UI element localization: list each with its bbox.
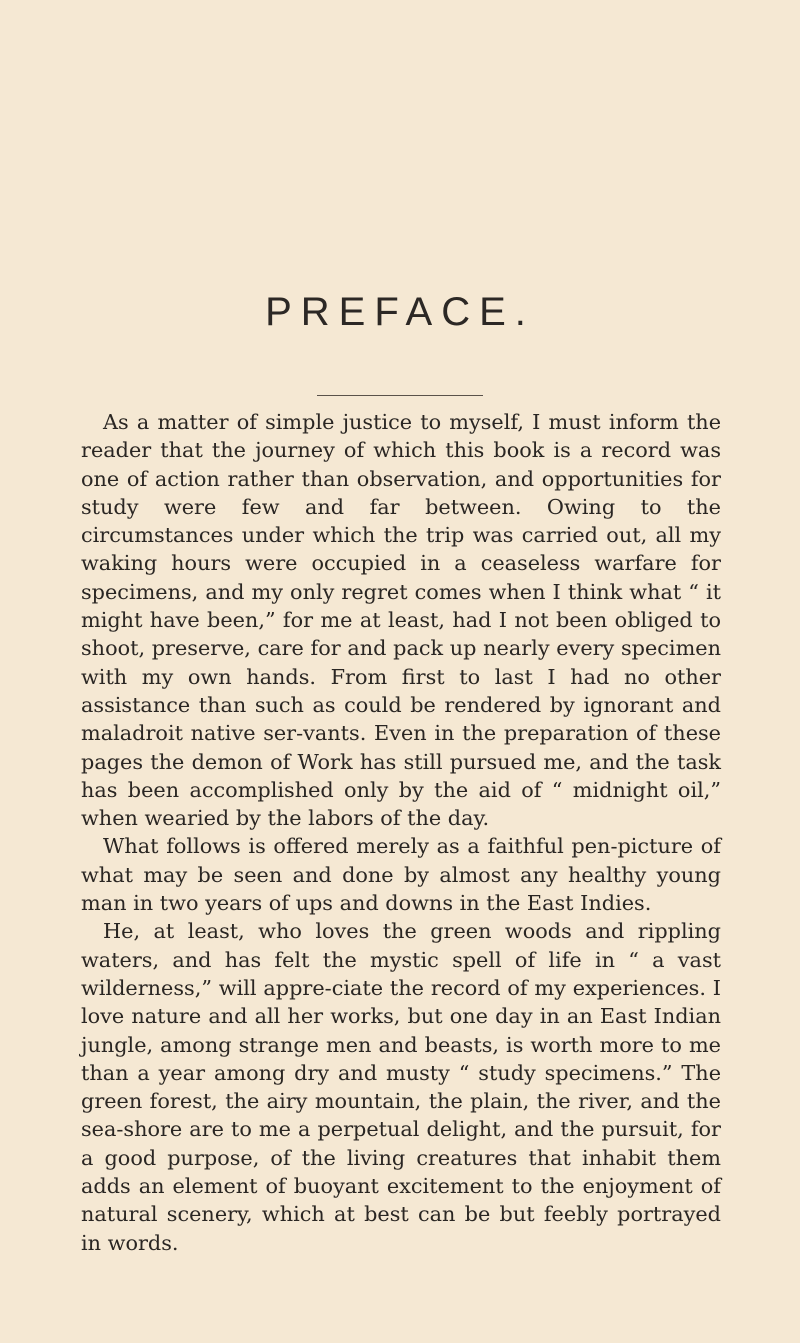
paragraph-1: As a matter of simple justice to myself, I must inform the reader that the journey of which this book is a record was one of action rather than observation, and opportunities for study were few and far between. Owing to the circumstances under which the trip was carried out, all my waking hours were occupied in a ceaseless warfare for specimens, and my only regret comes when I think what “ it might have been,” for me at least, had I not been obliged to shoot, preserve, care for and pack up nearly every specimen with my own hands. From first to last I had no other assistance than such as could be rendered by ignorant and maladroit native ser-vants. Even in the preparation of these pages the demon of Work has still pursued me, and the task has been accomplished only by the aid of “ midnight oil,” when wearied by the labors of the day. — [81, 410, 721, 831]
page-title: PREFACE. — [265, 290, 535, 334]
paragraph-3: He, at least, who loves the green woods and rippling waters, and has felt the mystic spell of life in “ a vast wilderness,” will appre-ciate the record of my experiences. I love nature and all her works, but one day in an East Indian jungle, among strange men and beasts, is worth more to me than a year among dry and musty “ study specimens.” The green forest, the airy mountain, the plain, the river, and the sea-shore are to me a perpetual delight, and the pursuit, for a good purpose, of the living creatures that inhabit them adds an element of buoyant excitement to the enjoyment of natural scenery, which at best can be but feebly portrayed in words. — [81, 919, 721, 1255]
preface-body — [81, 408, 721, 1257]
title-divider — [317, 395, 483, 396]
paragraph-2: What follows is offered merely as a faithful pen-picture of what may be seen and done by almost any healthy young man in two years of ups and downs in the East Indies. — [81, 834, 721, 916]
